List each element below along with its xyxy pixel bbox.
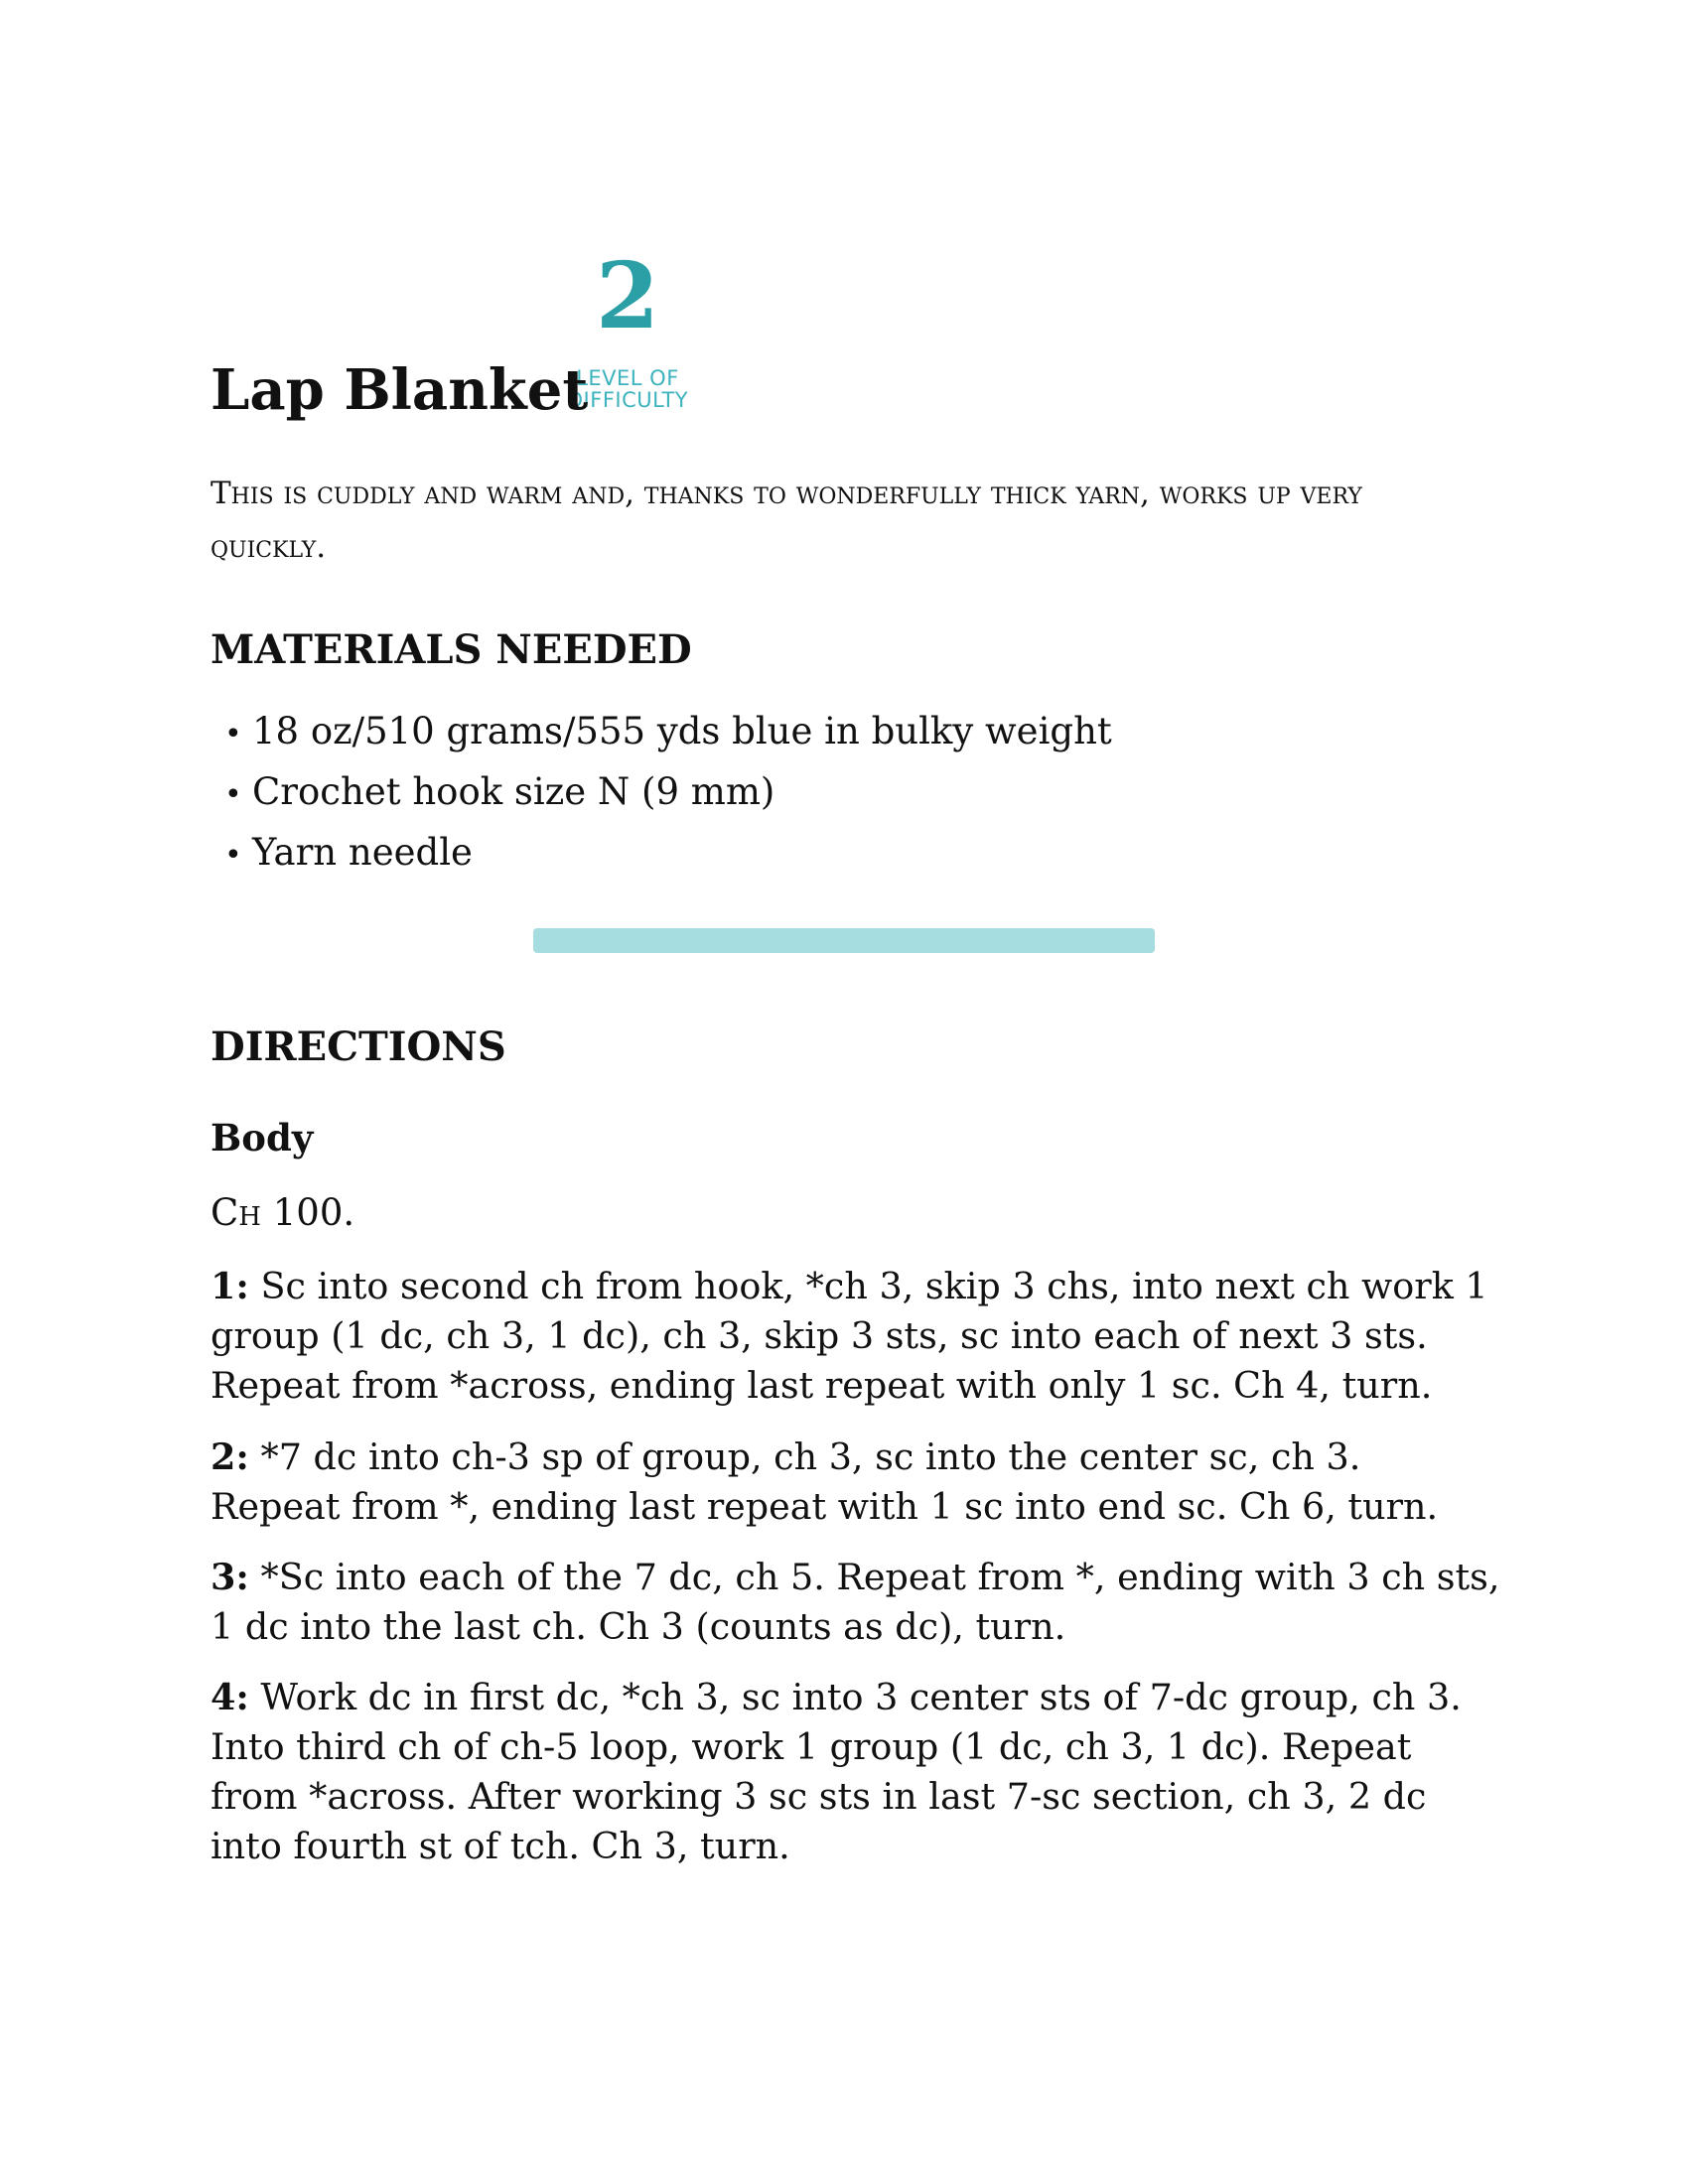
material-item-hook: Crochet hook size N (9 mm)	[252, 770, 775, 813]
bullet-icon: •	[224, 777, 242, 812]
row-instruction-1	[211, 1262, 1501, 1411]
material-item-needle: Yarn needle	[252, 831, 473, 874]
row-label: 3:	[211, 1556, 249, 1598]
row-instruction-4	[211, 1673, 1501, 1871]
row-text: Sc into second ch from hook, *ch 3, skip 3 chs, into next ch work 1 group (1 dc, ch 3, 1 dc), ch 3, skip 3 sts, sc into each of next 3 sts. Repeat from *across, ending last repeat with only 1 sc. Ch 4, turn.	[211, 1265, 1488, 1407]
materials-heading: MATERIALS NEEDED	[211, 626, 692, 673]
material-item-yarn: 18 oz/510 grams/555 yds blue in bulky weight	[252, 710, 1112, 752]
row-instruction-3	[211, 1553, 1501, 1652]
row-text: *7 dc into ch-3 sp of group, ch 3, sc into the center sc, ch 3. Repeat from *, ending last repeat with 1 sc into end sc. Ch 6, turn.	[211, 1435, 1439, 1528]
body-subheading: Body	[211, 1116, 314, 1160]
list-item	[224, 763, 1112, 824]
page-title: Lap Blanket	[211, 357, 589, 423]
intro-text: This is cuddly and warm and, thanks to wonderfully thick yarn, works up very quickly.	[211, 476, 1362, 565]
directions-heading: DIRECTIONS	[211, 1024, 506, 1070]
difficulty-label-line1: LEVEL OF	[576, 366, 679, 390]
row-text: *Sc into each of the 7 dc, ch 5. Repeat from *, ending with 3 ch sts, 1 dc into the last ch. Ch 3 (counts as dc), turn.	[211, 1556, 1500, 1648]
starting-chain-text: Ch 100.	[211, 1191, 355, 1234]
list-item	[224, 824, 1112, 885]
section-divider	[533, 928, 1155, 953]
bullet-icon: •	[224, 838, 242, 873]
difficulty-level-number: 2	[595, 242, 659, 349]
starting-chain	[211, 1189, 354, 1237]
materials-list	[224, 703, 1112, 885]
row-instruction-2	[211, 1433, 1501, 1532]
row-label: 1:	[211, 1265, 249, 1307]
list-item	[224, 703, 1112, 763]
row-text: Work dc in first dc, *ch 3, sc into 3 center sts of 7-dc group, ch 3. Into third ch of ch-5 loop, work 1 group (1 dc, ch 3, 1 dc). Repeat from *across. After working 3 sc sts in last 7-sc section, ch 3, 2 dc into fourth st of tch. Ch 3, turn.	[211, 1676, 1462, 1867]
row-label: 2:	[211, 1435, 249, 1478]
row-label: 4:	[211, 1676, 249, 1718]
difficulty-label-line2: DIFFICULTY	[566, 388, 689, 412]
bullet-icon: •	[224, 717, 242, 751]
